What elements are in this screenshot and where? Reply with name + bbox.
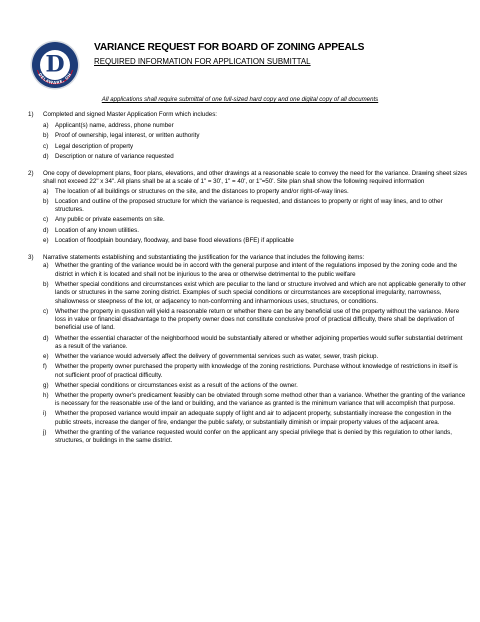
section-application-form — [28, 111, 468, 161]
list-item: c) Whether the property in question will yield a reasonable return or whether there can be any beneficial use of the property without the variance. Mere loss in value or financial disadvantage to the property owner does not constitute conclusive proof of practical difficulty, there shall be deprivation of beneficial use of land. — [43, 307, 460, 332]
list-item: a) The location of all buildings or structures on the site, and the distances to property and/or right-of-way lines. — [43, 187, 349, 195]
submittal-notice: All applications shall require submittal of one full-sized hard copy and one digital copy of all documents — [101, 96, 379, 103]
list-item: c) Any public or private easements on site. — [43, 216, 165, 224]
list-item: a) Whether the granting of the variance would be in accord with the general purpose and intent of the regulations imposed by the zoning code and the district in which it is located and shall not be injurious to the area or otherwise detrimental to the public welfare — [43, 262, 458, 278]
section-number: 3) — [28, 254, 34, 262]
section-text: Completed and signed Master Application Form which includes: — [43, 111, 218, 118]
list-item: h) Whether the property owner's predicament feasibly can be obviated through some method other than a variance. Whether the granting of the variance is necessary for the reasonable use of the land or building, and the variance as granted is the minimum variance that will accomplish that purpose. — [43, 391, 466, 408]
list-item: g) Whether special conditions or circumstances exist as a result of the actions of the owner. — [43, 381, 298, 389]
list-item: b) Proof of ownership, legal interest, or written authority — [43, 132, 200, 140]
page-subtitle: REQUIRED INFORMATION FOR APPLICATION SUBMITTAL — [94, 57, 311, 66]
list-item: j) Whether the granting of the variance requested would confer on the applicant any special privilege that is denied by this regulation to other lands, structures, or buildings in the same district. — [43, 428, 452, 445]
city-seal-logo — [30, 40, 80, 90]
list-item: e) Whether the variance would adversely affect the delivery of governmental services such as water, sewer, trash pickup. — [43, 353, 379, 361]
page-title: VARIANCE REQUEST FOR BOARD OF ZONING APPEALS — [94, 42, 365, 53]
list-item: b) Whether special conditions and circumstances exist which are peculiar to the land or structure involved and which are not applicable generally to other lands or structures in the same zoning district. Examples of such special conditions or circumstances are exceptional irregularity, narrowness, shallowness or steepness of the lot, or adjacency to non-conforming and inharmonious uses, structures, or conditions. — [43, 280, 467, 305]
section-narrative-statements — [28, 254, 468, 445]
list-item: b) Location and outline of the proposed structure for which the variance is requested, and distances to property or right of way lines, and to other structures. — [43, 197, 443, 214]
requirements-list — [28, 111, 468, 454]
list-item: d) Whether the essential character of the neighborhood would be substantially altered or whether adjoining properties would suffer substantial detriment as a result of the variance. — [43, 334, 463, 350]
list-item: a) Applicant(s) name, address, phone number — [43, 122, 174, 130]
list-item: d) Location of any known utilities. — [43, 226, 139, 234]
section-development-plans — [28, 170, 468, 245]
list-item: e) Location of floodplain boundary, floodway, and base flood elevations (BFE) if applicable — [43, 236, 294, 244]
section-number: 2) — [28, 170, 34, 178]
section-number: 1) — [28, 111, 34, 118]
section-text: Narrative statements establishing and substantiating the justification for the variance that includes the following items: — [43, 254, 365, 262]
list-item: c) Legal description of property — [43, 142, 134, 150]
list-item: d) Description or nature of variance requested — [43, 152, 174, 160]
svg-text:DELAWARE, OH: DELAWARE, OH — [37, 71, 73, 86]
list-item: i) Whether the proposed variance would impair an adequate supply of light and air to adjacent property, substantially increase the congestion in the public streets, increase the danger of fire, endanger the public safety, or substantially diminish or impair property values of the adjacent area. — [43, 410, 452, 426]
list-item: f) Whether the property owner purchased the property with knowledge of the zoning restrictions. Purchase without knowledge of restrictions in itself is not sufficient proof of practical difficulty. — [43, 363, 458, 379]
svg-text:D: D — [45, 51, 65, 78]
section-text: One copy of development plans, floor plans, elevations, and other drawings at a reasonable scale to convey the need for the variance. Drawing sheet sizes shall not exceed 22" x 34". All plans shall be at a scale of 1" = 30', 1" = 40', or 1"=50'. Site plan shall show the following required information — [43, 170, 468, 186]
